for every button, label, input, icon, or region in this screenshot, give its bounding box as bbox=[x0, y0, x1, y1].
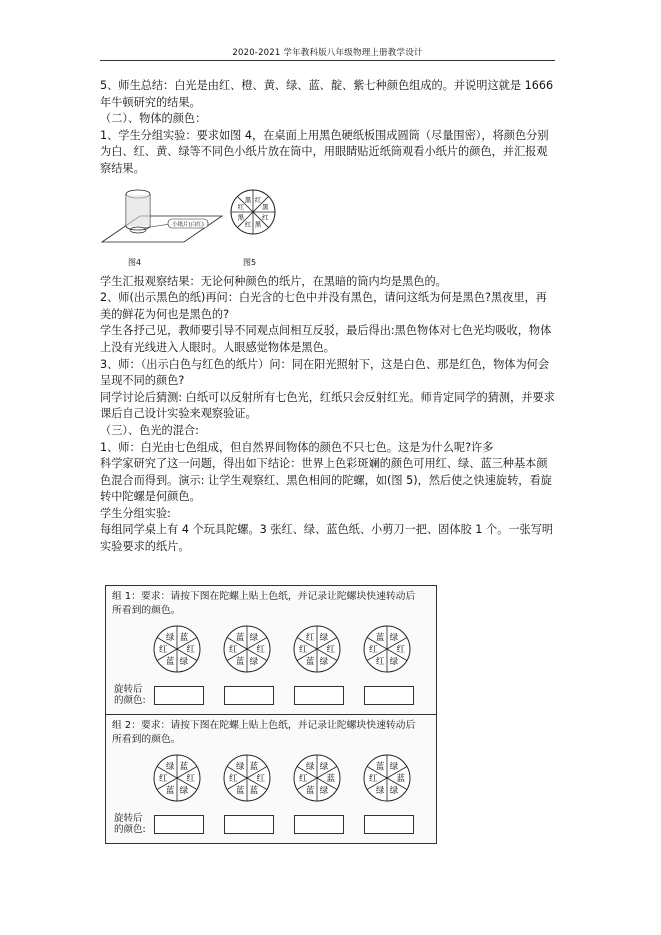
spinning-top-wheel bbox=[362, 753, 412, 803]
wheel-sector-label: 绿 bbox=[319, 785, 329, 796]
wheel-sector-label: 蓝 bbox=[235, 633, 245, 644]
wheel-sector-label: 绿 bbox=[165, 633, 175, 644]
document-body bbox=[100, 78, 558, 556]
spinning-top-wheel bbox=[152, 753, 202, 803]
wheel-sector-label: 红 bbox=[326, 644, 336, 655]
paragraph-guess: 同学讨论后猜测: 白纸可以反射所有七色光，红纸只会反射红光。师肯定同学的猜测，并要求课后自己设计实验来观察验证。 bbox=[100, 390, 555, 421]
page-header: 2020-2021 学年教科版八年级物理上册教学设计 bbox=[232, 48, 423, 58]
spinning-top-wheel bbox=[292, 624, 342, 674]
wheel-sector-label: 红 bbox=[256, 773, 266, 784]
answer-box[interactable] bbox=[154, 686, 204, 705]
wheel-sector-label: 蓝 bbox=[249, 785, 259, 796]
answer-box[interactable] bbox=[224, 815, 274, 834]
wheel-sector-label: 绿 bbox=[305, 762, 315, 773]
wheel-sector-label: 蓝 bbox=[375, 762, 385, 773]
answer-box[interactable] bbox=[294, 815, 344, 834]
wheel-sector-label: 红 bbox=[244, 220, 252, 229]
wheel-sector-label: 绿 bbox=[249, 633, 259, 644]
wheel-sector-label: 蓝 bbox=[396, 773, 406, 784]
wheel-sector-label: 蓝 bbox=[326, 773, 336, 784]
wheel-sector-label: 绿 bbox=[179, 785, 189, 796]
figure-5-wheel bbox=[228, 182, 278, 242]
experiment-group-1 bbox=[106, 586, 436, 715]
wheel-sector-label: 红 bbox=[305, 633, 315, 644]
section-heading-object-color: （二）、物体的颜色： bbox=[100, 112, 207, 126]
wheel-sector-label: 红 bbox=[368, 773, 378, 784]
wheel-sector-label: 蓝 bbox=[249, 762, 259, 773]
group-1-wheels bbox=[152, 624, 432, 678]
wheel-sector-label: 蓝 bbox=[305, 785, 315, 796]
figure-4-tube-diagram bbox=[100, 182, 225, 260]
paragraph-summary: 5、师生总结：白光是由红、橙、黄、绿、蓝、靛、紫七种颜色组成的。并说明这就是 1666 年牛顿研究的结果。 bbox=[100, 79, 554, 109]
spinning-top-wheel bbox=[222, 753, 272, 803]
paragraph-black-paper: 2、师(出示黑色的纸)再问：白光含的七色中并没有黑色，请问这纸为何是黑色?黑夜里，再美的鲜花为何也是黑色的? bbox=[100, 291, 547, 321]
spinning-top-wheel bbox=[362, 624, 412, 674]
figures-row bbox=[100, 182, 558, 268]
wheel-sector-label: 绿 bbox=[319, 633, 329, 644]
rotated-label-line-2: 的颜色: bbox=[114, 824, 146, 835]
wheel-sector-label: 红 bbox=[254, 195, 262, 204]
group-1-title: 组 1：要求：请按下图在陀螺上贴上色纸，并记录让陀螺块快速转动后所看到的颜色。 bbox=[112, 591, 416, 616]
paragraph-materials: 每组同学桌上有 4 个玩具陀螺。3 张红、绿、蓝色纸、小剪刀一把、固体胶 1 个。一张写明实验要求的纸片。 bbox=[100, 523, 554, 554]
wheel-sector-label: 绿 bbox=[249, 656, 259, 667]
experiment-sheet bbox=[105, 585, 437, 844]
answer-box[interactable] bbox=[154, 815, 204, 834]
wheel-sector-label: 红 bbox=[228, 773, 238, 784]
paragraph-experiment-1: 1、学生分组实验：要求如图 4，在桌面上用黑色硬纸板围成圆筒（尽量围密），将颜色分别为白、红、黄、绿等不同色小纸片放在筒中，用眼睛贴近纸筒观看小纸片的颜色，并汇报观察结果。 bbox=[100, 128, 549, 175]
wheel-sector-label: 红 bbox=[186, 773, 196, 784]
wheel-sector-label: 绿 bbox=[235, 762, 245, 773]
wheel-sector-label: 红 bbox=[261, 212, 269, 221]
wheel-sector-label: 绿 bbox=[319, 656, 329, 667]
answer-box[interactable] bbox=[294, 686, 344, 705]
wheel-sector-label: 黑 bbox=[254, 220, 262, 229]
wheel-sector-label: 蓝 bbox=[235, 785, 245, 796]
wheel-sector-label: 绿 bbox=[389, 656, 399, 667]
wheel-sector-label: 蓝 bbox=[179, 762, 189, 773]
wheel-sector-label: 红 bbox=[396, 644, 406, 655]
paragraph-student-report: 学生汇报观察结果：无论何种颜色的纸片，在黑暗的筒内均是黑色的。 bbox=[100, 274, 447, 288]
wheel-sector-label: 绿 bbox=[389, 633, 399, 644]
rotated-label-line-2: 的颜色: bbox=[114, 695, 146, 706]
figure-4-label: 小纸片(白红) bbox=[172, 221, 204, 228]
wheel-sector-label: 红 bbox=[298, 644, 308, 655]
paragraph-white-red: 3、师：（出示白色与红色的纸片）问：同在阳光照射下，这是白色、那是红色，物体为何会呈现不同的颜色? bbox=[100, 357, 550, 388]
wheel-sector-label: 黑 bbox=[237, 212, 245, 221]
wheel-sector-label: 绿 bbox=[319, 762, 329, 773]
wheel-sector-label: 红 bbox=[158, 644, 168, 655]
wheel-sector-label: 蓝 bbox=[165, 785, 175, 796]
wheel-sector-label: 蓝 bbox=[179, 633, 189, 644]
wheel-sector-label: 绿 bbox=[389, 785, 399, 796]
answer-box[interactable] bbox=[364, 686, 414, 705]
wheel-sector-label: 红 bbox=[186, 644, 196, 655]
wheel-sector-label: 绿 bbox=[179, 656, 189, 667]
section-heading-color-mixing: （三）、色光的混合: bbox=[100, 423, 199, 437]
paragraph-discussion: 学生各抒己见，教师要引导不同观点间相互反驳，最后得出:黑色物体对七色光均吸收，物体上没有光线进入人眼时。人眼感觉物体是黑色。 bbox=[100, 324, 552, 354]
wheel-sector-label: 蓝 bbox=[235, 656, 245, 667]
wheel-sector-label: 绿 bbox=[375, 785, 385, 796]
rotated-label-line-1: 旋转后 bbox=[114, 684, 143, 695]
wheel-sector-label: 红 bbox=[298, 773, 308, 784]
answer-box[interactable] bbox=[364, 815, 414, 834]
wheel-sector-label: 红 bbox=[256, 644, 266, 655]
group-1-rotated-label bbox=[114, 684, 146, 706]
rotated-label-line-1: 旋转后 bbox=[114, 813, 143, 824]
figure-4-caption: 图4 bbox=[128, 257, 142, 267]
wheel-sector-label: 红 bbox=[228, 644, 238, 655]
wheel-sector-label: 蓝 bbox=[375, 633, 385, 644]
figure-5-caption: 图5 bbox=[243, 257, 257, 267]
wheel-sector-label: 绿 bbox=[165, 762, 175, 773]
experiment-group-2 bbox=[106, 715, 436, 843]
wheel-sector-label: 蓝 bbox=[165, 656, 175, 667]
paragraph-seven-colors: 1、师：白光由七色组成，但自然界间物体的颜色不只七色。这是为什么呢?许多 bbox=[100, 440, 494, 454]
paragraph-group-experiment: 学生分组实验: bbox=[100, 506, 171, 520]
group-2-rotated-label bbox=[114, 813, 146, 835]
wheel-sector-label: 黑 bbox=[244, 195, 252, 204]
spinning-top-wheel bbox=[152, 624, 202, 674]
wheel-sector-label: 黑 bbox=[261, 202, 269, 211]
wheel-sector-label: 红 bbox=[375, 656, 385, 667]
group-2-wheels bbox=[152, 753, 432, 807]
wheel-sector-label: 红 bbox=[237, 202, 245, 211]
group-2-title: 组 2：要求：请按下图在陀螺上贴上色纸，并记录让陀螺块快速转动后所看到的颜色。 bbox=[112, 720, 416, 745]
spinning-top-wheel bbox=[222, 624, 272, 674]
wheel-sector-label: 蓝 bbox=[305, 656, 315, 667]
spinning-top-wheel bbox=[292, 753, 342, 803]
wheel-sector-label: 红 bbox=[368, 644, 378, 655]
paragraph-scientists: 科学家研究了这一问题，得出如下结论：世界上色彩斑斓的颜色可用红、绿、蓝三种基本颜色混合而得到。演示: 让学生观察红、黑色相间的陀螺，如(图 5)，然后使之快速旋转，看旋转中陀螺是何颜色。 bbox=[100, 457, 552, 504]
wheel-sector-label: 红 bbox=[158, 773, 168, 784]
answer-box[interactable] bbox=[224, 686, 274, 705]
header-divider bbox=[100, 60, 555, 61]
wheel-sector-label: 绿 bbox=[389, 762, 399, 773]
